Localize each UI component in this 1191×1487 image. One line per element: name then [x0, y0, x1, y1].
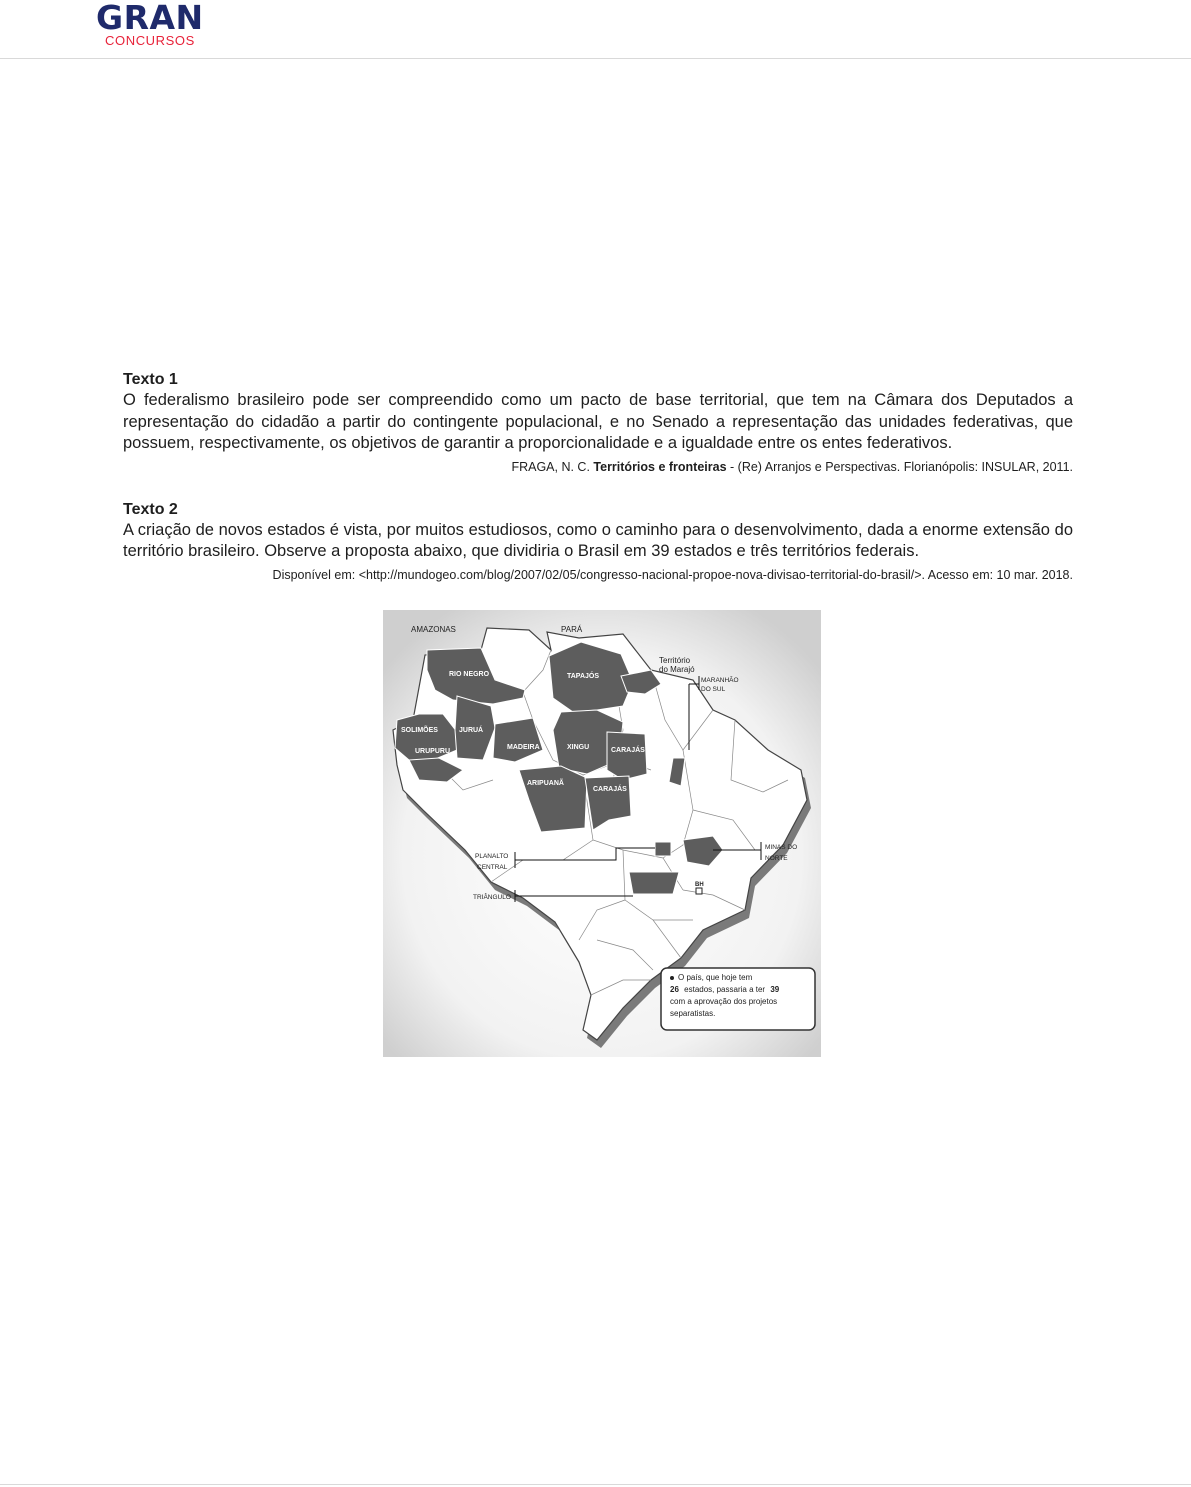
map-note-line4: separatistas. [670, 1009, 716, 1018]
map-note [661, 968, 815, 1030]
map-note-current-count: 26 [670, 985, 679, 994]
question-content [123, 370, 1073, 584]
map-label-maranhao-2: DO SUL [701, 686, 726, 693]
texto1-source [123, 458, 1073, 476]
logo-sub-text: CONCURSOS [105, 33, 195, 48]
texto1-title: Texto 1 [123, 371, 178, 388]
map-label-minas-2: NORTE [765, 855, 788, 862]
map-label-planalto-1: PLANALTO [475, 853, 509, 860]
map-label-jurua: JURUÁ [459, 727, 484, 734]
texto1-source-title: Territórios e fronteiras [593, 459, 727, 474]
texto2-body: A criação de novos estados é vista, por muitos estudiosos, como o caminho para o desenvolvimento, dada a enorme extensão do território brasileiro. Observe a proposta abaixo, que dividiria o Brasil em 39 estados e três territórios federais. [123, 520, 1073, 560]
map-label-carajas-2: CARAJÁS [593, 786, 627, 793]
footer-divider [0, 1484, 1191, 1485]
map-label-solimoes: SOLIMÕES [401, 727, 438, 734]
map-note-proposed-count: 39 [770, 985, 780, 994]
bh-marker [696, 888, 702, 894]
map-label-rio-negro: RIO NEGRO [449, 671, 490, 678]
region-planalto-central [655, 842, 671, 856]
map-label-tapajos: TAPAJÓS [567, 673, 600, 680]
map-label-triangulo: TRIÂNGULO [473, 894, 511, 901]
map-label-planalto-2: CENTRAL [477, 864, 508, 871]
region-carajas-north [607, 732, 647, 780]
map-label-amazonas: AMAZONAS [411, 625, 456, 634]
logo-main-text: GRAN [96, 0, 204, 37]
region-triangulo [629, 872, 679, 894]
map-label-xingu: XINGU [567, 744, 590, 751]
texto1-source-suffix: - (Re) Arranjos e Perspectivas. Florianópolis: INSULAR, 2011. [730, 459, 1073, 474]
gran-concursos-logo[interactable] [96, 2, 216, 48]
brazil-division-map [383, 610, 821, 1057]
map-note-line3: com a aprovação dos projetos [670, 997, 778, 1006]
map-label-territorio-1: Território [659, 656, 691, 665]
map-label-minas-1: MINAS DO [765, 844, 798, 851]
map-label-urupuru: URUPURU [415, 748, 450, 755]
header [0, 0, 1191, 59]
texto2-title: Texto 2 [123, 500, 178, 518]
texto1-body: O federalismo brasileiro pode ser compreendido como um pacto de base territorial, que tem na Câmara dos Deputados a representação do cidadão a partir do contingente populacional, e no Senado a representação das unidades federativas, que possuem, respectivamente, os objetivos de garantir a proporcionalidade e a igualdade entre os entes federativos. [123, 391, 1073, 452]
map-note-line1: O país, que hoje tem [678, 973, 753, 982]
map-label-carajas-1: CARAJÁS [611, 747, 645, 754]
map-note-line2: estados, passaria a ter [684, 985, 766, 994]
texto2-source: Disponível em: <http://mundogeo.com/blog/2007/02/05/congresso-nacional-propoe-nova-divisao-territorial-do-brasil/>. Acesso em: 10 mar. 2018. [272, 567, 1073, 582]
map-label-para: PARÁ [561, 625, 583, 634]
texto1-source-prefix: FRAGA, N. C. [511, 459, 590, 474]
svg-text:26 estados, passaria [670, 985, 780, 994]
map-label-bh: BH [695, 882, 704, 888]
map-label-maranhao-1: MARANHÃO [701, 677, 739, 684]
map-label-aripuana: ARIPUANÃ [527, 780, 564, 787]
map-label-territorio-2: do Marajó [659, 665, 695, 674]
map-label-madeira: MADEIRA [507, 744, 540, 751]
